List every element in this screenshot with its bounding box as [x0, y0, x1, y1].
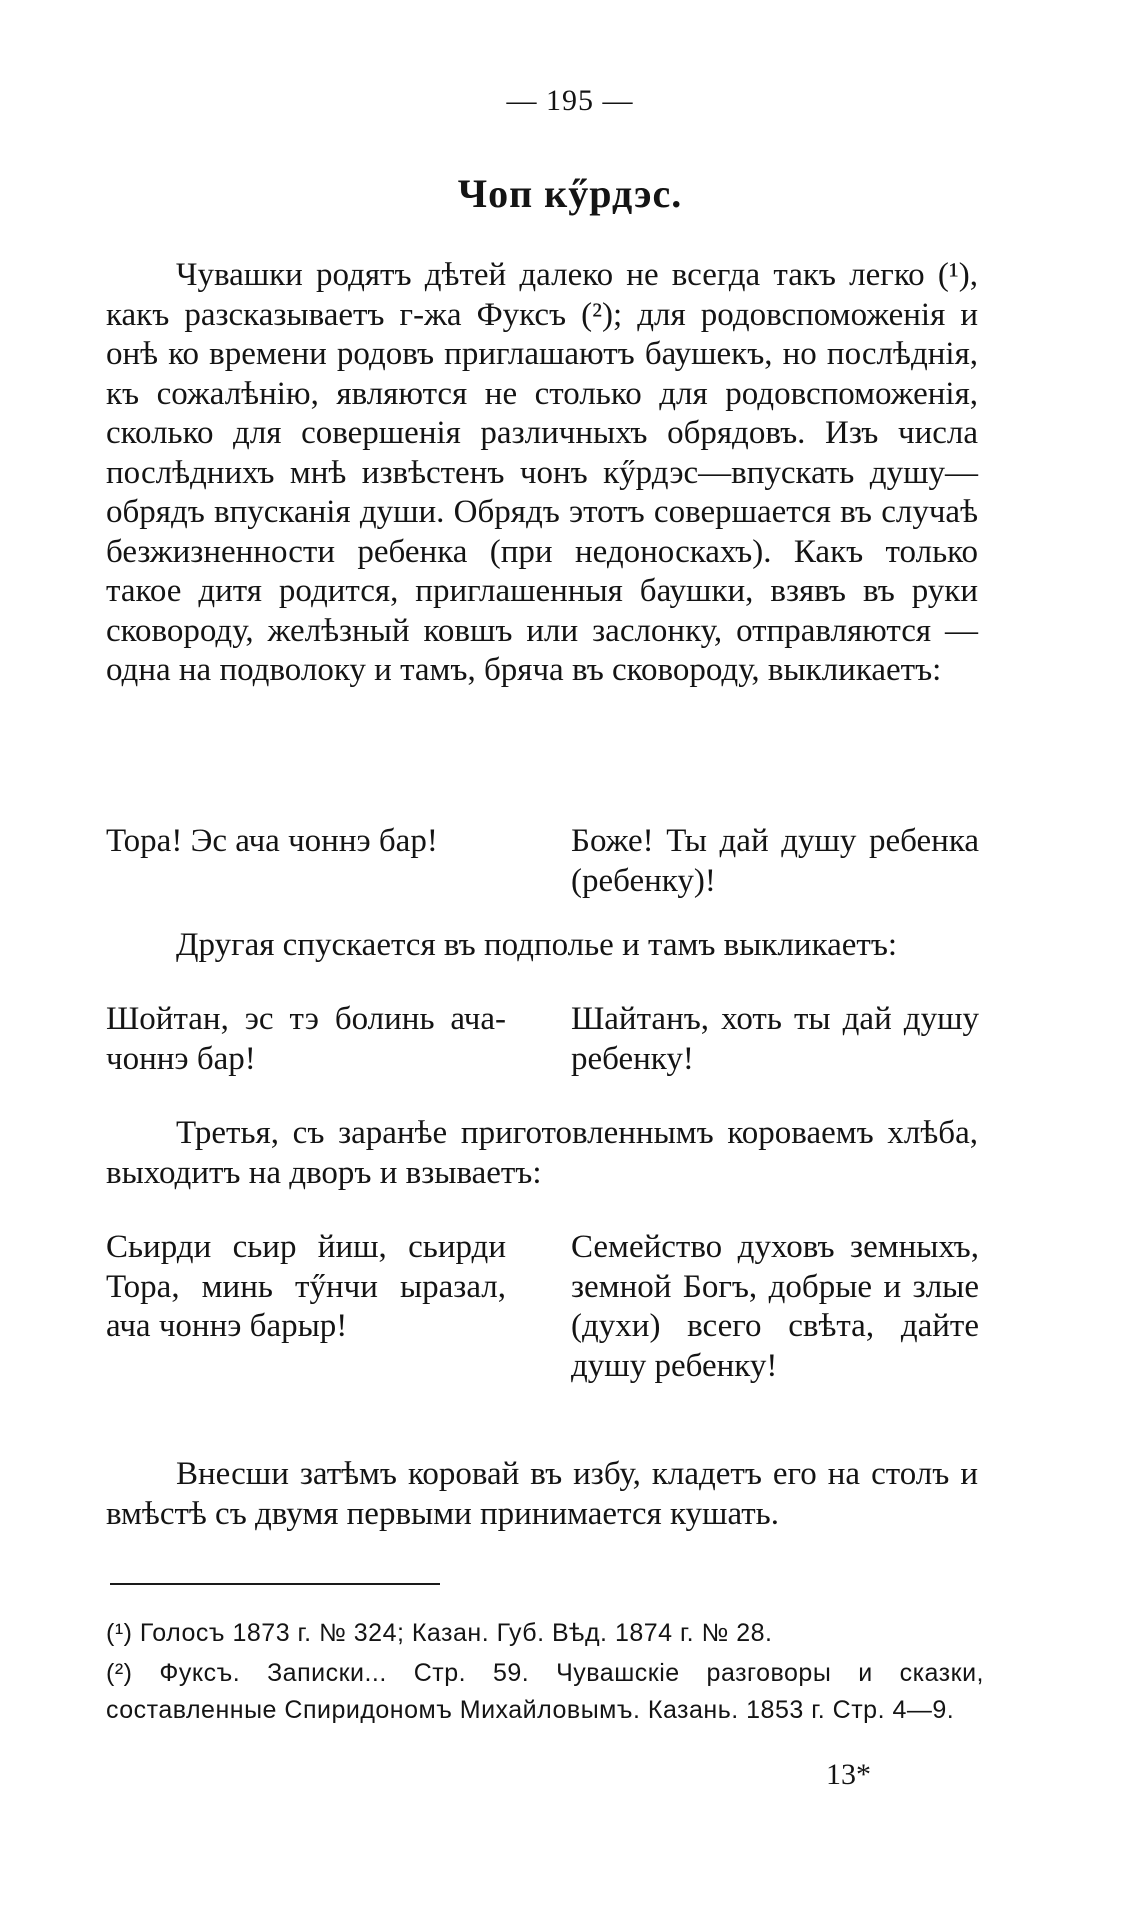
incantation-russian: Шайтанъ, хоть ты дай душу ребенку!	[571, 1001, 979, 1077]
incantation-chuvash: Сьирди сьир йиш, сьирди Тора, минь тӳнчи ыразал, ача чоннэ барыр!	[106, 1229, 506, 1344]
footnote-2: (²) Фуксъ. Записки... Стр. 59. Чувашскіе разговоры и сказки, составленные Спиридономъ Михайловымъ. Казань. 1853 г. Стр. 4—9.	[106, 1659, 984, 1724]
section-title: Чоп кӳрдэс.	[457, 171, 683, 216]
paragraph-third: Третья, съ заранѣе приготовленнымъ короваемъ хлѣба, выходитъ на дворъ и взываетъ:	[106, 1115, 978, 1191]
incantation-russian: Семейство духовъ земныхъ, земной Богъ, добрые и злые (духи) всего свѣта, дайте душу ребенку!	[571, 1229, 979, 1384]
incantation-chuvash: Шойтан, эс тэ болинь ача-чоннэ бар!	[106, 1001, 506, 1077]
page-number: — 195 —	[506, 84, 634, 117]
paragraph-closing: Внесши затѣмъ коровай въ избу, кладетъ его на столъ и вмѣстѣ съ двумя первыми принимается кушать.	[106, 1456, 978, 1532]
incantation-chuvash: Тора! Эс ача чоннэ бар!	[106, 823, 438, 859]
footnote-divider	[110, 1583, 440, 1585]
signature-mark: 13*	[826, 1758, 871, 1791]
incantation-russian: Боже! Ты дай душу ребенка (ребенку)!	[571, 823, 979, 899]
paragraph-second: Другая спускается въ подполье и тамъ выкликаетъ:	[176, 927, 898, 963]
paragraph-intro: Чувашки родятъ дѣтей далеко не всегда такъ легко (¹), какъ разсказываетъ г-жа Фуксъ (²); для родовспоможенія и онѣ ко времени родовъ приглашаютъ баушекъ, но послѣднія, къ сожалѣнію, являются не столько для родовспоможенія, сколько для совершенія различныхъ обрядовъ. Изъ числа послѣднихъ мнѣ извѣстенъ чонъ кӳрдэс—впускать душу—обрядъ впусканія души. Обрядъ этотъ совершается въ случаѣ безжизненности ребенка (при недоноскахъ). Какъ только такое дитя родится, приглашенныя баушки, взявъ въ руки сковороду, желѣзный ковшъ или заслонку, отправляются — одна на подволоку и тамъ, бряча въ сковороду, выкликаетъ:	[106, 257, 978, 688]
footnote-1: (¹) Голосъ 1873 г. № 324; Казан. Губ. Вѣд. 1874 г. № 28.	[106, 1619, 773, 1647]
